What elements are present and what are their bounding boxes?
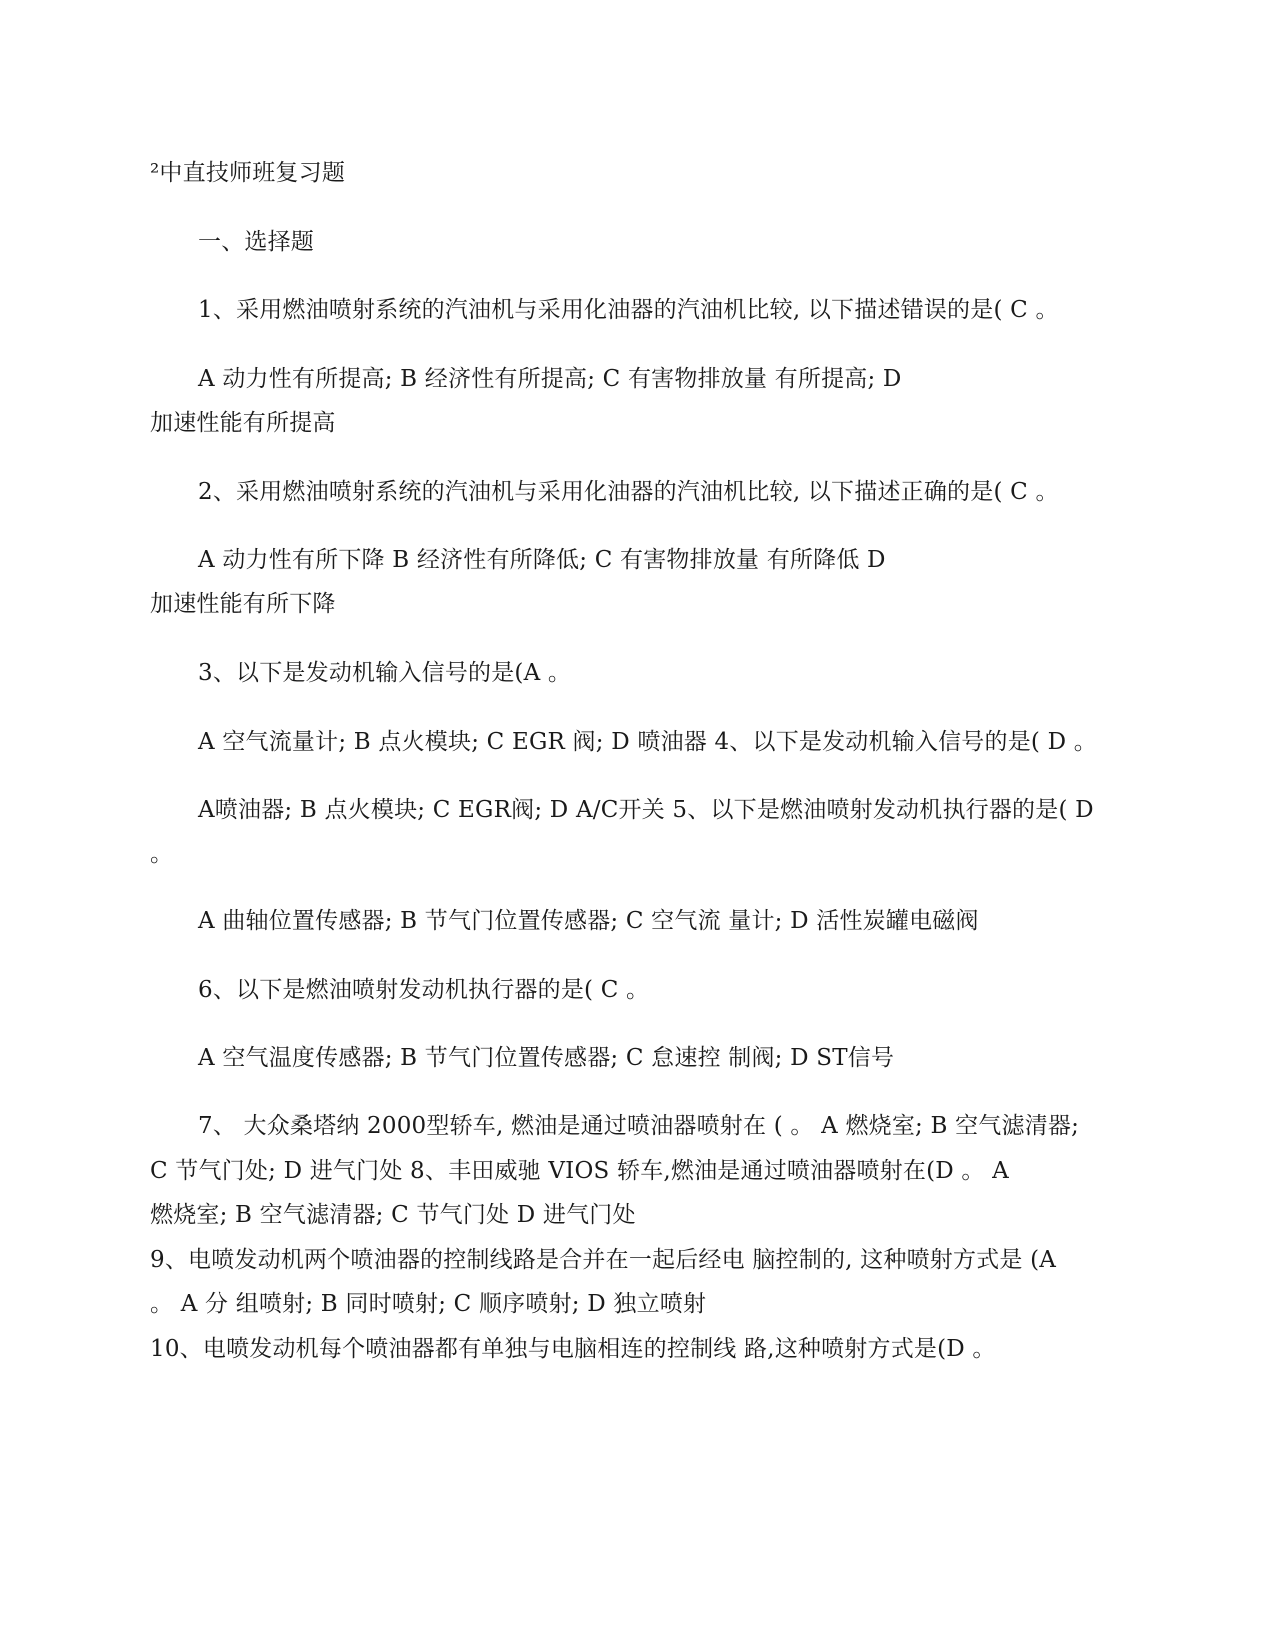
question-2: 2、采用燃油喷射系统的汽油机与采用化油器的汽油机比较, 以下描述正确的是( C 。 — [198, 479, 1059, 505]
question-7: 7、 大众桑塔纳 2000型轿车, 燃油是通过喷油器喷射在 ( 。 A 燃烧室; B 空气滤清器; — [198, 1113, 1080, 1139]
question-6: 6、以下是燃油喷射发动机执行器的是( C 。 — [198, 977, 650, 1003]
question-2-options-cont: 加速性能有所下降 — [150, 591, 336, 617]
question-1-options-cont: 加速性能有所提高 — [150, 410, 336, 436]
section-heading: 一、选择题 — [198, 229, 314, 255]
question-6-options: A 空气温度传感器; B 节气门位置传感器; C 怠速控 制阀; D ST信号 — [198, 1045, 895, 1071]
question-3: 3、以下是发动机输入信号的是(A 。 — [198, 660, 572, 686]
question-9-options: 。 A 分 组喷射; B 同时喷射; C 顺序喷射; D 独立喷射 — [150, 1291, 707, 1317]
question-5-options: A 曲轴位置传感器; B 节气门位置传感器; C 空气流 量计; D 活性炭罐电磁阀 — [198, 908, 979, 934]
question-4-options-question-5: A喷油器; B 点火模块; C EGR阀; D A/C开关 5、以下是燃油喷射发动机执行器的是( D — [198, 797, 1094, 823]
question-7-options-question-8: C 节气门处; D 进气门处 8、丰田威驰 VIOS 轿车,燃油是通过喷油器喷射在(D 。 A — [150, 1158, 1009, 1184]
question-1: 1、采用燃油喷射系统的汽油机与采用化油器的汽油机比较, 以下描述错误的是( C 。 — [198, 297, 1059, 323]
question-1-options: A 动力性有所提高; B 经济性有所提高; C 有害物排放量 有所提高; D — [198, 366, 902, 392]
question-2-options: A 动力性有所下降 B 经济性有所降低; C 有害物排放量 有所降低 D — [198, 547, 886, 573]
question-10: 10、电喷发动机每个喷油器都有单独与电脑相连的控制线 路,这种喷射方式是(D 。 — [150, 1336, 996, 1362]
question-8-options: 燃烧室; B 空气滤清器; C 节气门处 D 进气门处 — [150, 1202, 636, 1228]
document-title: ²中直技师班复习题 — [150, 160, 346, 186]
question-9: 9、电喷发动机两个喷油器的控制线路是合并在一起后经电 脑控制的, 这种喷射方式是 (A — [150, 1247, 1057, 1273]
question-3-options-question-4: A 空气流量计; B 点火模块; C EGR 阀; D 喷油器 4、以下是发动机输入信号的是( D 。 — [198, 729, 1097, 755]
question-5-cont: 。 — [150, 841, 174, 867]
